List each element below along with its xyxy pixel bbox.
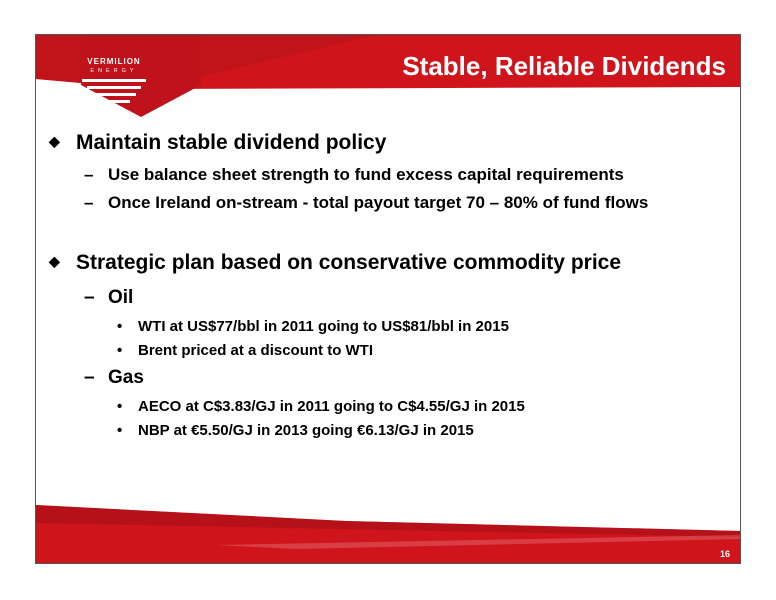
logo-stripes-icon: [78, 79, 150, 119]
bullet-text: Gas: [108, 367, 144, 388]
bullet-text: Strategic plan based on conservative commodity price: [76, 251, 622, 274]
bullet-level2: [84, 367, 144, 389]
bullet-text: NBP at €5.50/GJ in 2013 going €6.13/GJ in 2015: [138, 422, 474, 439]
bullet-text: Once Ireland on-stream - total payout target 70 – 80% of fund flows: [108, 193, 649, 212]
logo-name: VERMILION: [87, 57, 141, 66]
bullet-level1: [49, 131, 387, 155]
bullet-level1: [49, 251, 622, 275]
bullet-text: AECO at C$3.83/GJ in 2011 going to C$4.55/GJ in 2015: [138, 398, 525, 415]
page-title: Stable, Reliable Dividends: [402, 51, 726, 81]
bullet-level2: [84, 193, 649, 213]
bullet-level3: [117, 398, 525, 415]
dash-bullet-icon: –: [84, 287, 95, 308]
dot-bullet-icon: •: [117, 342, 123, 359]
bullet-text: WTI at US$77/bbl in 2011 going to US$81/bbl in 2015: [138, 318, 509, 335]
dash-bullet-icon: –: [84, 193, 94, 212]
vermilion-logo: [64, 53, 164, 135]
bullet-text: Maintain stable dividend policy: [76, 131, 387, 154]
dash-bullet-icon: –: [84, 165, 94, 184]
diamond-bullet-icon: ◆: [49, 133, 60, 149]
bullet-text: Brent priced at a discount to WTI: [138, 342, 374, 359]
logo-sub: ENERGY: [90, 68, 138, 74]
bullet-level2: [84, 165, 624, 185]
page-number: 16: [719, 549, 730, 559]
footer-banner: [36, 505, 741, 564]
dot-bullet-icon: •: [117, 422, 123, 439]
diamond-bullet-icon: ◆: [49, 253, 60, 269]
dot-bullet-icon: •: [117, 398, 123, 415]
slide: [35, 34, 741, 564]
bullet-level3: [117, 422, 474, 439]
bullet-level2: [84, 287, 134, 309]
bullet-level3: [117, 318, 509, 335]
dash-bullet-icon: –: [84, 367, 95, 388]
dot-bullet-icon: •: [117, 318, 123, 335]
bullet-level3: [117, 342, 374, 359]
bullet-text: Oil: [108, 287, 134, 308]
bullet-text: Use balance sheet strength to fund excess capital requirements: [108, 165, 624, 184]
